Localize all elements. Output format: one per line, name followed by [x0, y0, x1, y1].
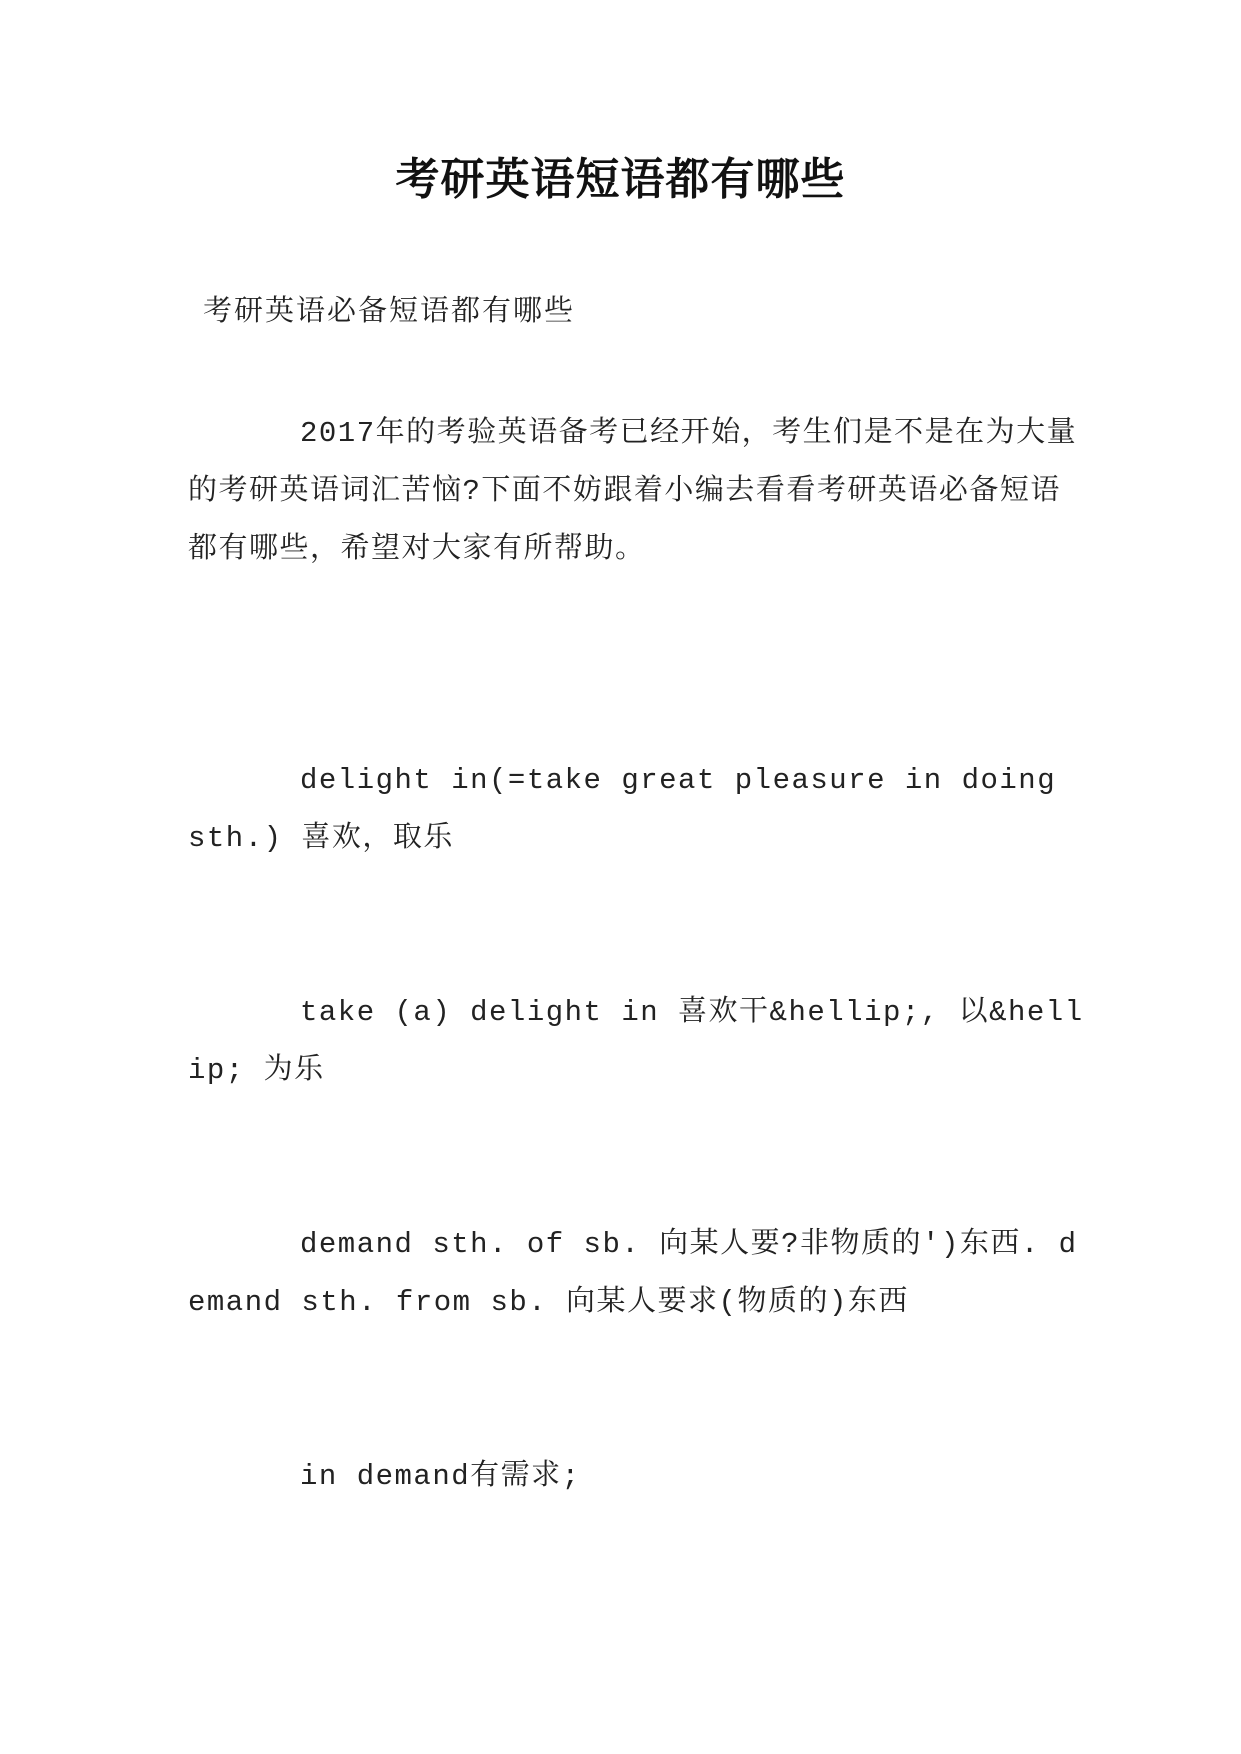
- phrase-take-delight-in: take (a) delight in 喜欢干&hellip;, 以&hellip; 为乐: [188, 996, 1084, 1087]
- document-title: 考研英语短语都有哪些: [395, 154, 846, 205]
- phrase-in-demand: in demand有需求;: [300, 1460, 581, 1493]
- phrase-demand-sth: demand sth. of sb. 向某人要?非物质的')东西. demand sth. from sb. 向某人要求(物质的)东西: [188, 1228, 1078, 1319]
- intro-paragraph: 2017年的考验英语备考已经开始，考生们是不是在为大量的考研英语词汇苦恼?下面不妨跟着小编去看看考研英语必备短语都有哪些，希望对大家有所帮助。: [188, 417, 1078, 566]
- document-subtitle: 考研英语必备短语都有哪些: [203, 293, 576, 327]
- phrase-delight-in: delight in(=take great pleasure in doing sth.) 喜欢，取乐: [188, 764, 1057, 855]
